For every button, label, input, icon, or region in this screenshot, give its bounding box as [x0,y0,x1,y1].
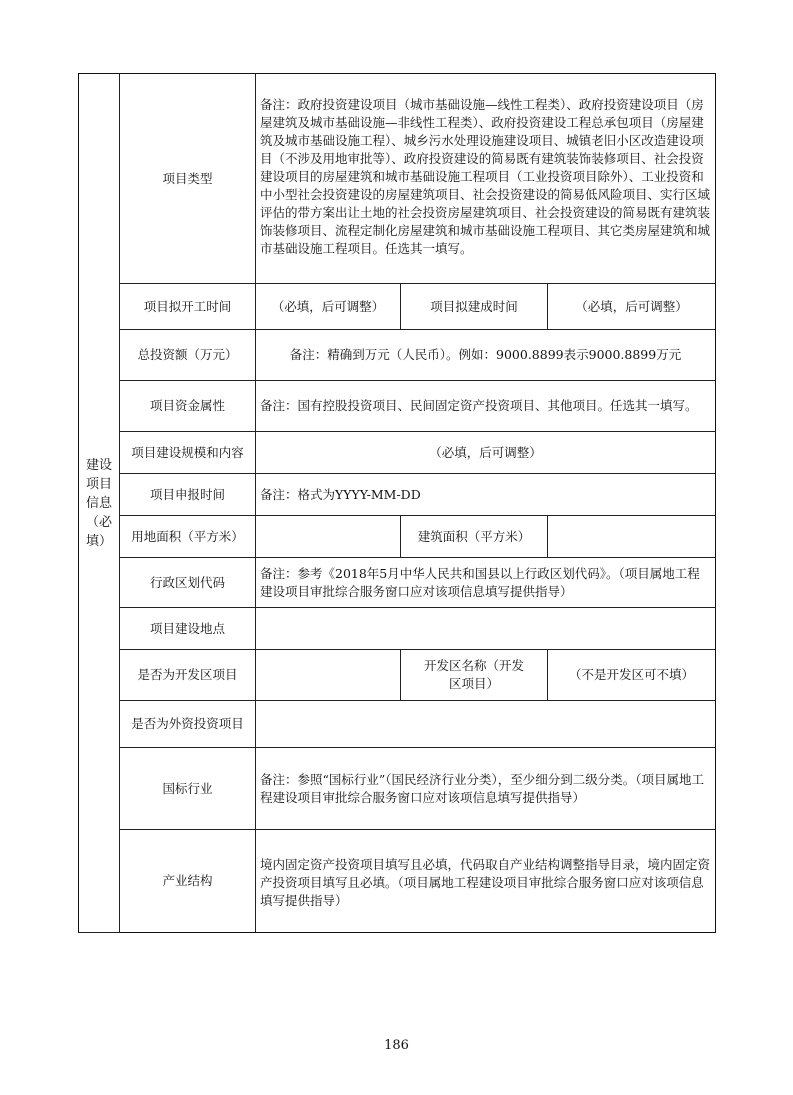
land-area-value[interactable] [256,516,401,558]
table-row [79,330,716,381]
table-row [79,830,716,933]
total-investment-label: 总投资额（万元） [120,330,256,381]
dev-zone-value[interactable] [256,650,401,701]
section-label [79,74,120,933]
industry-structure-value[interactable]: 境内固定资产投资项目填写且必填，代码取自产业结构调整指导目录，境内固定资产投资项目填写且必填。（项目属地工程建设项目审批综合服务窗口应对该项信息填写提供指导） [256,830,716,933]
total-investment-value[interactable]: 备注：精确到万元（人民币）。例如：9000.8899表示9000.8899万元 [256,330,716,381]
region-code-value[interactable]: 备注：参考《2018年5月中华人民共和国县以上行政区划代码》。（项目属地工程建设项目审批综合服务窗口应对该项信息填写提供指导） [256,558,716,608]
building-area-value[interactable] [548,516,716,558]
page-number: 186 [384,1038,409,1053]
project-type-value[interactable]: 备注：政府投资建设项目（城市基础设施—线性工程类）、政府投资建设项目（房屋建筑及城市基础设施—非线性工程类）、政府投资建设工程总承包项目（房屋建筑及城市基础设施工程）、城乡污水处理设施建设项目、城镇老旧小区改造建设项目（不涉及用地审批等）、政府投资建设的简易既有建筑装饰装修项目、社会投资建设项目的房屋建筑和城市基础设施工程项目（工业投资项目除外）、工业投资和中小型社会投资建设的房屋建筑项目、社会投资建设的简易低风险项目、实行区域评估的带方案出让土地的社会投资房屋建筑项目、社会投资建设的简易既有建筑装饰装修项目、流程定制化房屋建筑和城市基础设施工程项目、其它类房屋建筑和城市基础设施工程项目。任选其一填写。 [256,74,716,284]
project-info-table [78,73,716,933]
dev-zone-name-value[interactable]: （不是开发区可不填） [548,650,716,701]
declare-time-value[interactable]: 备注：格式为YYYY-MM-DD [256,474,716,516]
scale-content-value[interactable]: （必填，后可调整） [256,432,716,474]
region-code-label: 行政区划代码 [120,558,256,608]
section-label-line: 填） [85,533,112,549]
section-label-line: 信息 [85,495,112,511]
fund-attribute-value[interactable]: 备注：国有控股投资项目、民间固定资产投资项目、其他项目。任选其一填写。 [256,381,716,432]
table-row [79,558,716,608]
dev-zone-name-label: 开发区名称（开发区项目） [401,650,548,701]
industry-value[interactable]: 备注：参照“国标行业”（国民经济行业分类），至少细分到二级分类。（项目属地工程建设项目审批综合服务窗口应对该项信息填写提供指导） [256,748,716,830]
fund-attribute-label: 项目资金属性 [120,381,256,432]
table-row [79,748,716,830]
foreign-investment-value[interactable] [256,701,716,748]
section-label-line: 项目 [85,476,112,492]
planned-start-label: 项目拟开工时间 [120,284,256,330]
table-row [79,608,716,650]
building-area-label: 建筑面积（平方米） [401,516,548,558]
land-area-label: 用地面积（平方米） [120,516,256,558]
table-row [79,432,716,474]
project-type-label: 项目类型 [120,74,256,284]
location-label: 项目建设地点 [120,608,256,650]
foreign-investment-label: 是否为外资投资项目 [120,701,256,748]
declare-time-label: 项目申报时间 [120,474,256,516]
table-row [79,284,716,330]
industry-label: 国标行业 [120,748,256,830]
section-label-line: 建设 [85,457,112,473]
industry-structure-label: 产业结构 [120,830,256,933]
location-value[interactable] [256,608,716,650]
dev-zone-label: 是否为开发区项目 [120,650,256,701]
table-row [79,701,716,748]
table-row [79,650,716,701]
table-row [79,474,716,516]
scale-content-label: 项目建设规模和内容 [120,432,256,474]
planned-start-value[interactable]: （必填，后可调整） [256,284,401,330]
table-row [79,381,716,432]
planned-finish-label: 项目拟建成时间 [401,284,548,330]
section-label-line: （必 [85,514,112,530]
planned-finish-value[interactable]: （必填，后可调整） [548,284,716,330]
table-row [79,74,716,284]
table-row [79,516,716,558]
